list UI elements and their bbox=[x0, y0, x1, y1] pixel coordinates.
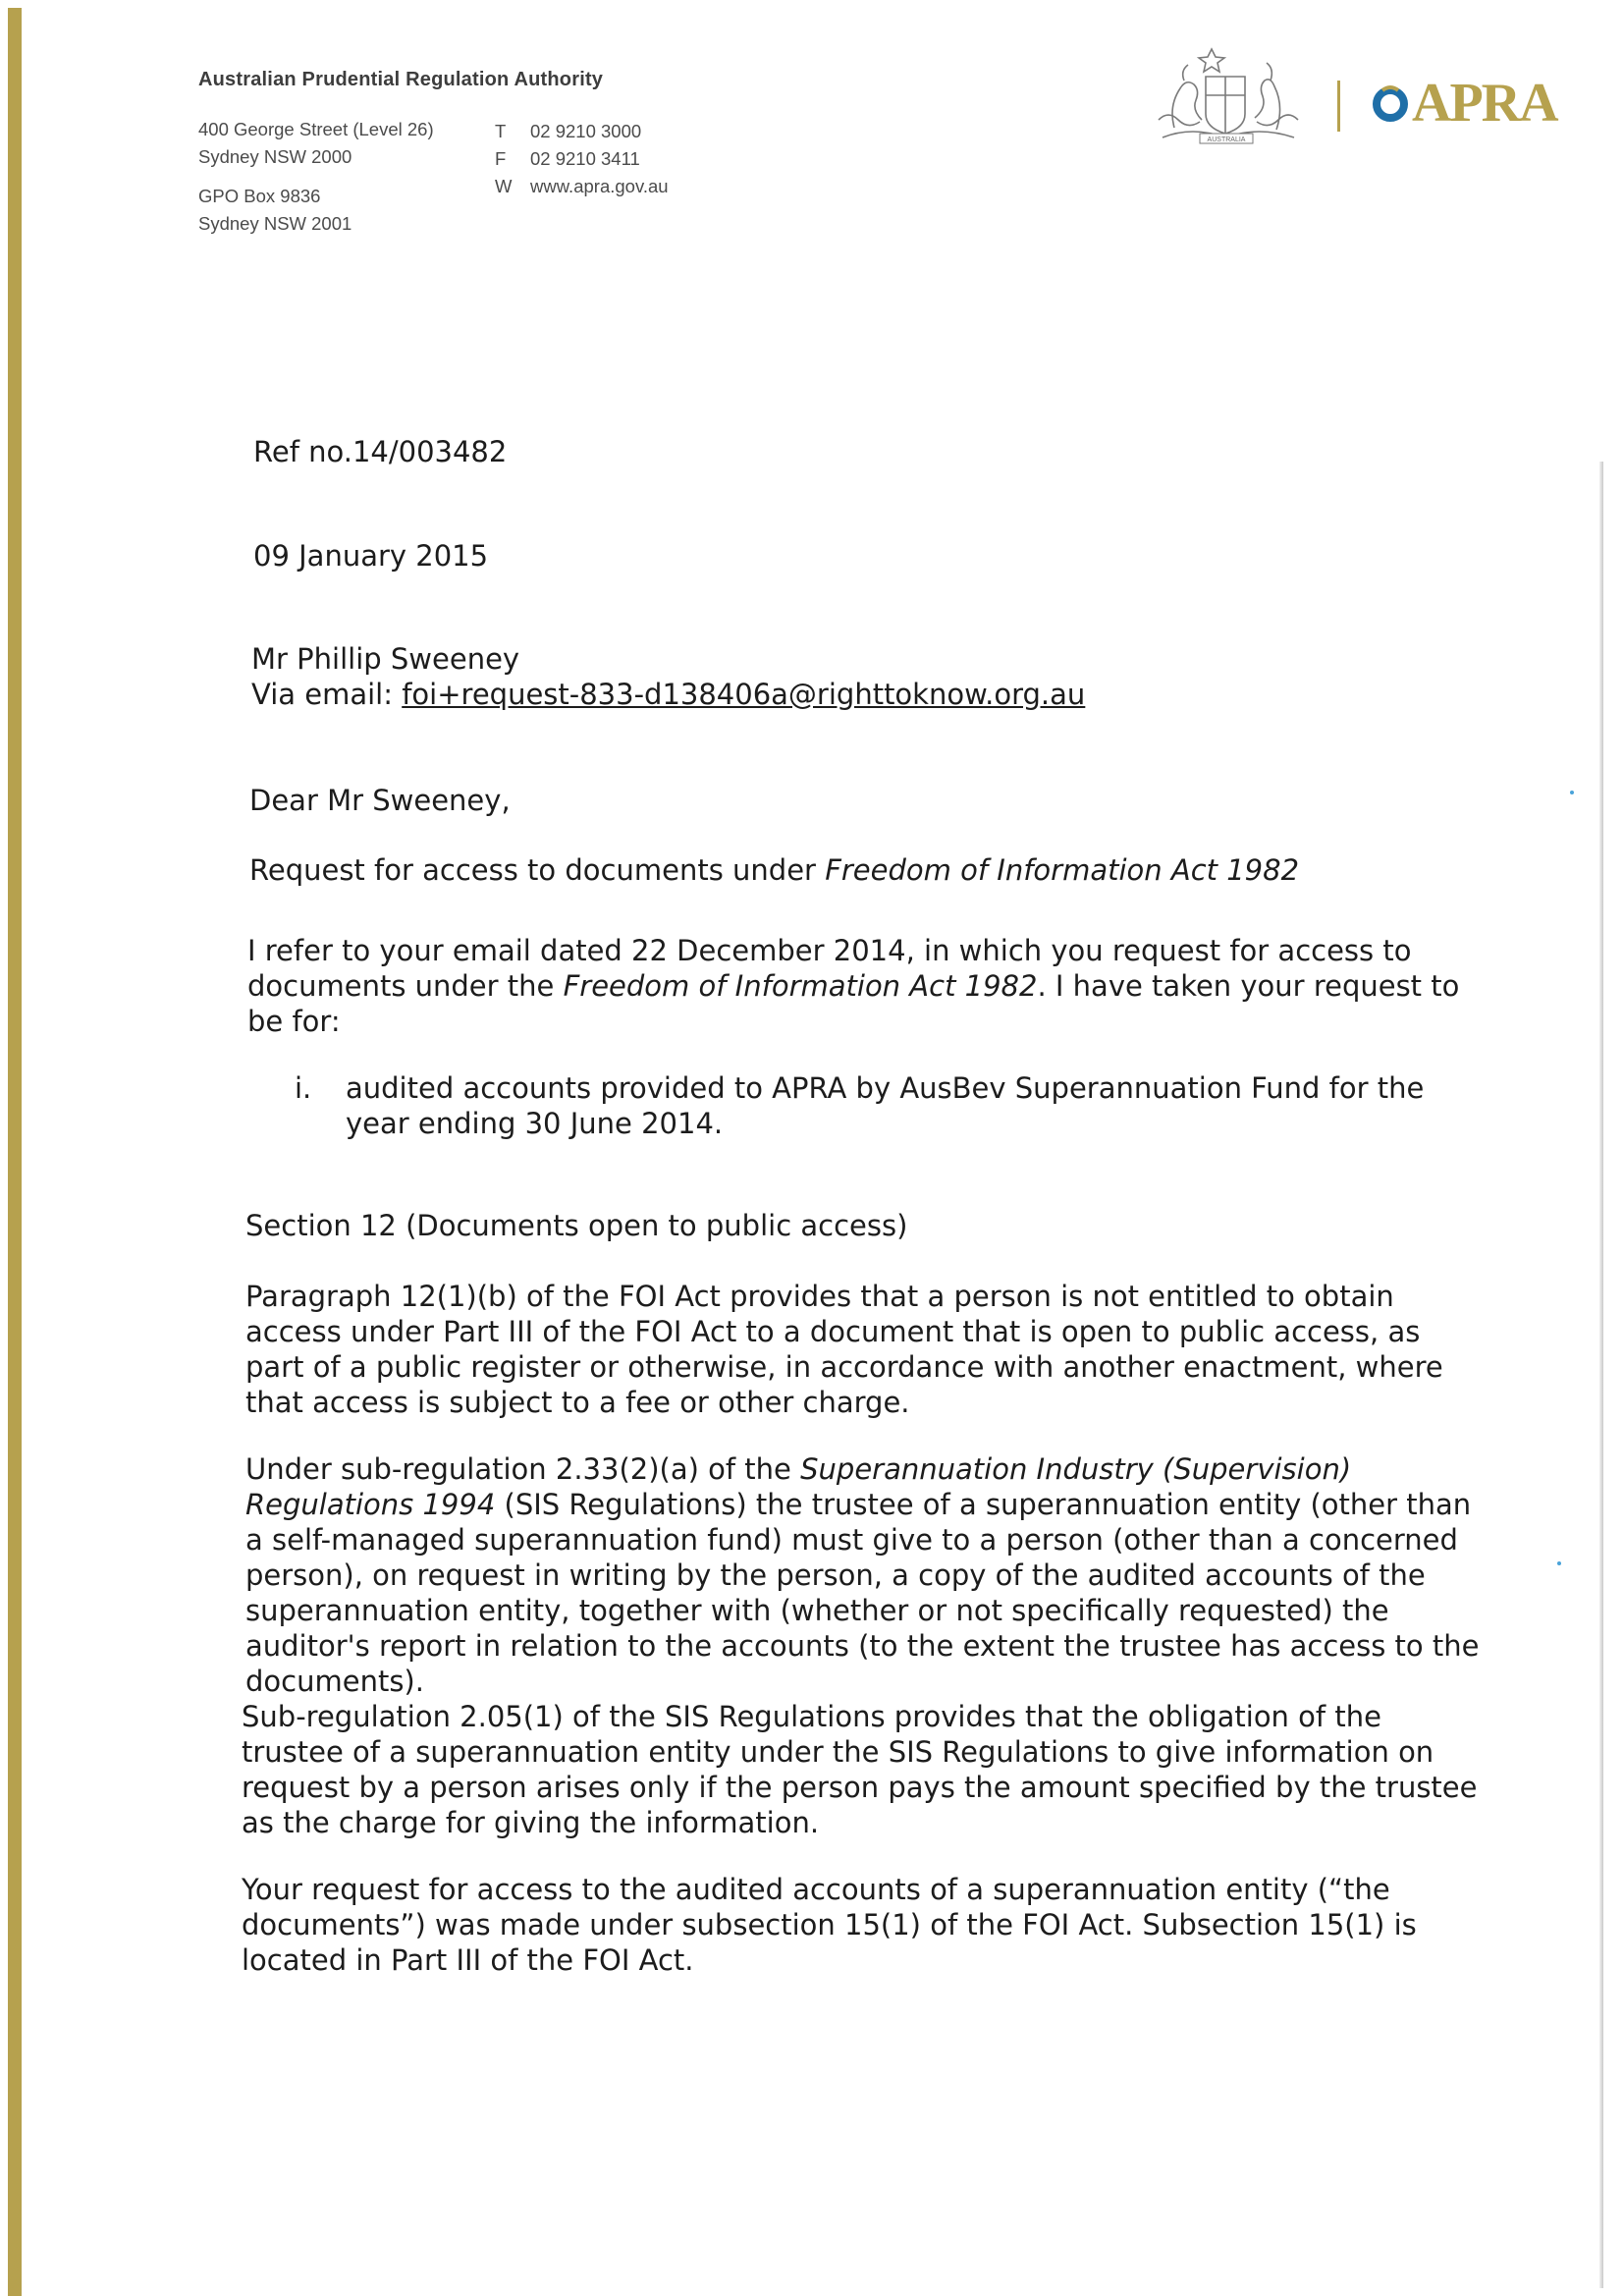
letter-date: 09 January 2015 bbox=[253, 539, 489, 573]
paragraph-sub-regulation: Sub-regulation 2.05(1) of the SIS Regulations provides that the obligation of the trustee of a superannuation entity under the SIS Regulations to give information on request by a person arises only if the person pays the amount specified by the trustee as the charge for giving the information. bbox=[242, 1700, 1478, 1839]
addressee-block bbox=[251, 641, 1085, 712]
crest-label: AUSTRALIA bbox=[1207, 137, 1246, 143]
list-text: audited accounts provided to APRA by AusBev Superannuation Fund for the year ending 30 June 2014. bbox=[346, 1071, 1425, 1140]
paragraph-request: Your request for access to the audited accounts of a superannuation entity (“the documents”) was made under subsection 15(1) of the FOI Act. Subsection 15(1) is located in Part III of the FOI Act. bbox=[242, 1873, 1417, 1977]
org-name: Australian Prudential Regulation Authority bbox=[198, 69, 604, 90]
recipient-name: Mr Phillip Sweeney bbox=[251, 642, 520, 676]
scan-speck bbox=[1570, 791, 1574, 794]
recipient-email-link[interactable]: foi+request-833-d138406a@righttoknow.org.au bbox=[402, 678, 1086, 711]
scan-speck bbox=[1557, 1561, 1561, 1565]
para1-act: Freedom of Information Act 1982 bbox=[563, 969, 1038, 1003]
web-label: W bbox=[495, 176, 513, 196]
phone-row bbox=[495, 118, 750, 145]
logo-separator bbox=[1337, 81, 1340, 132]
para1-text-b: . I have taken your request to be for: bbox=[247, 969, 1460, 1038]
para1-text-a: I refer to your email dated 22 December 2014, in which you request for access to documents under the bbox=[247, 934, 1412, 1003]
gpo-line: GPO Box 9836 bbox=[198, 186, 321, 206]
page-edge-shadow bbox=[1599, 462, 1603, 2288]
fax-row bbox=[495, 145, 750, 173]
contact-details bbox=[495, 118, 750, 200]
salutation: Dear Mr Sweeney, bbox=[249, 784, 511, 817]
web-row bbox=[495, 173, 750, 200]
paragraph-sis-regulation bbox=[245, 1451, 1483, 1699]
address-line: Sydney NSW 2000 bbox=[198, 146, 352, 167]
paragraph-intro bbox=[247, 933, 1485, 1039]
apra-logo bbox=[1371, 73, 1557, 134]
para3-regulation: Superannuation Industry (Supervision) Regulations 1994 bbox=[245, 1452, 1352, 1521]
letterhead bbox=[198, 69, 669, 234]
fax-number: 02 9210 3411 bbox=[530, 148, 640, 169]
reference-number: Ref no.14/003482 bbox=[253, 435, 508, 468]
phone-number: 02 9210 3000 bbox=[530, 121, 642, 141]
list-number: i. bbox=[295, 1071, 312, 1105]
logo-area bbox=[1155, 41, 1596, 159]
address-line: 400 George Street (Level 26) bbox=[198, 119, 434, 139]
web-address: www.apra.gov.au bbox=[530, 176, 669, 196]
phone-label: T bbox=[495, 121, 507, 141]
para3-text-b: (SIS Regulations) the trustee of a superannuation entity (other than a self-managed superannuation fund) must give to a person (other than a concerned person), on request in writing by the person, a copy of the audited accounts of the superannuation entity, together with (whether or not specifically requested) the auditor's report in relation to the accounts (to the extent the trustee has access to the documents). bbox=[245, 1488, 1480, 1698]
coat-of-arms-icon bbox=[1155, 41, 1302, 154]
para3-text-a: Under sub-regulation 2.33(2)(a) of the bbox=[245, 1452, 801, 1486]
paragraph-section-12: Paragraph 12(1)(b) of the FOI Act provides that a person is not entitled to obtain access under Part III of the FOI Act to a document that is open to public access, as part of a public register or otherwise, in accordance with another enactment, where that access is subject to a fee or other charge. bbox=[245, 1280, 1443, 1419]
gpo-line: Sydney NSW 2001 bbox=[198, 213, 352, 234]
recipient-email-line bbox=[251, 677, 1085, 712]
apra-ring-icon bbox=[1371, 83, 1410, 123]
subject-prefix: Request for access to documents under bbox=[249, 853, 826, 887]
section-heading: Section 12 (Documents open to public access) bbox=[245, 1209, 908, 1242]
fax-label: F bbox=[495, 148, 507, 169]
apra-wordmark: APRA bbox=[1412, 73, 1557, 134]
street-address bbox=[198, 116, 513, 171]
postal-address bbox=[198, 183, 513, 238]
subject-act: Freedom of Information Act 1982 bbox=[825, 853, 1300, 887]
subject-line bbox=[249, 852, 1299, 888]
via-email-label: Via email: bbox=[251, 678, 403, 711]
gold-margin-bar bbox=[8, 8, 22, 2296]
